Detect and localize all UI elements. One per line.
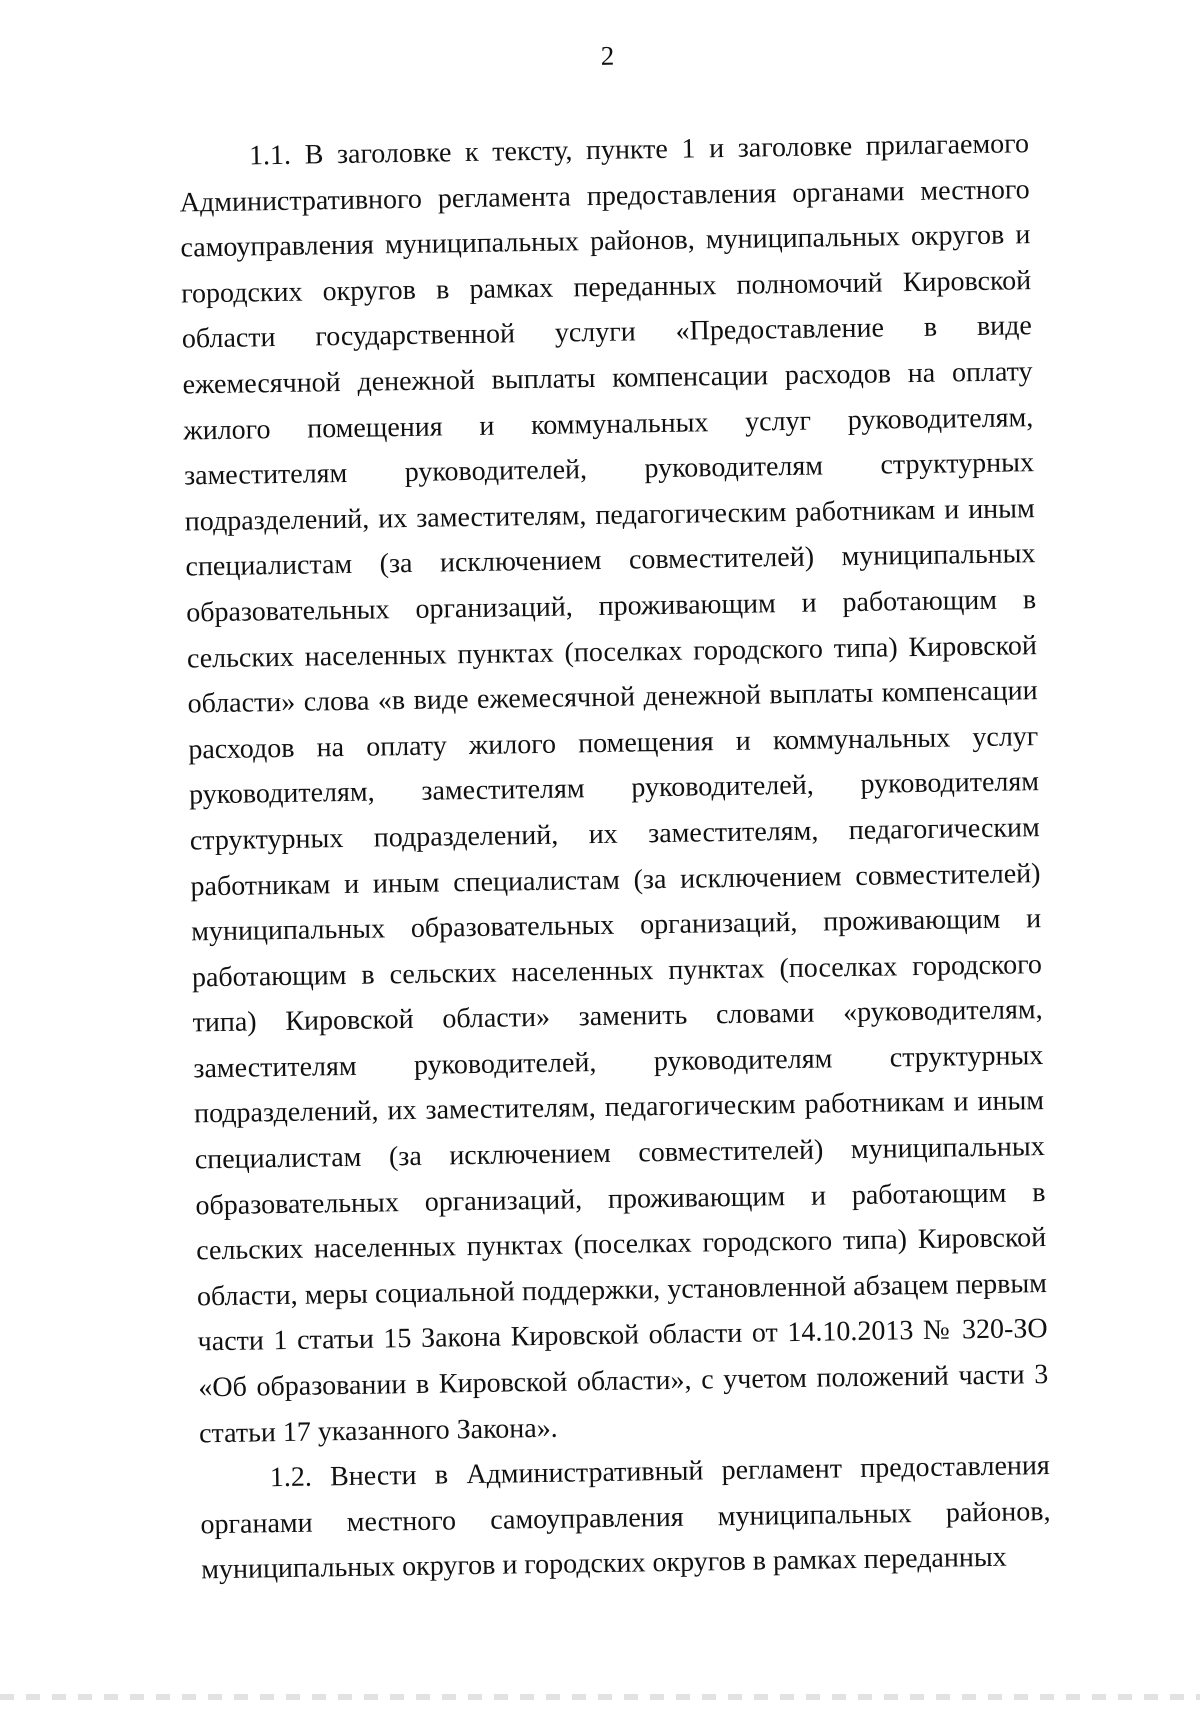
page-number: 2 <box>600 40 615 71</box>
scan-edge-artifact <box>0 1694 1200 1700</box>
paragraph-1-1: 1.1. В заголовке к тексту, пункте 1 и заголовке прилагаемого Административного регламента предоставления органами местного самоуправления муниципальных районов, муниципальных округов и городских округов в рамках переданных полномочий Кировской области государственной услуги «Предоставление в виде ежемесячной денежной выплаты компенсации расходов на оплату жилого помещения и коммунальных услуг руководителям, заместителям руководителей, руководителям структурных подразделений, их заместителям, педагогическим работникам и иным специалистам (за исключением совместителей) муниципальных образовательных организаций, проживающим и работающим в сельских населенных пунктах (поселках городского типа) Кировской области» слова «в виде ежемесячной денежной выплаты компенсации расходов на оплату жилого помещения и коммунальных услуг руководителям, заместителям руководителей, руководителям структурных подразделений, их заместителям, педагогическим работникам и иным специалистам (за исключением совместителей) муниципальных образовательных организаций, проживающим и работающим в сельских населенных пунктах (поселках городского типа) Кировской области» заменить словами «руководителям, заместителям руководителей, руководителям структурных подразделений, их заместителям, педагогическим работникам и иным специалистам (за исключением совместителей) муниципальных образовательных организаций, проживающим и работающим в сельских населенных пунктах (поселках городского типа) Кировской области, меры социальной поддержки, установленной абзацем первым части 1 статьи 15 Закона Кировской области от 14.10.2013 № 320-ЗО «Об образовании в Кировской области», с учетом положений части 3 статьи 17 указанного Закона». <box>179 128 1049 1449</box>
document-body <box>179 121 1052 1593</box>
paragraph-1-2: 1.2. Внести в Административный регламент предоставления органами местного самоуправления муниципальных районов, муниципальных округов и городских округов в рамках переданных <box>200 1450 1051 1586</box>
